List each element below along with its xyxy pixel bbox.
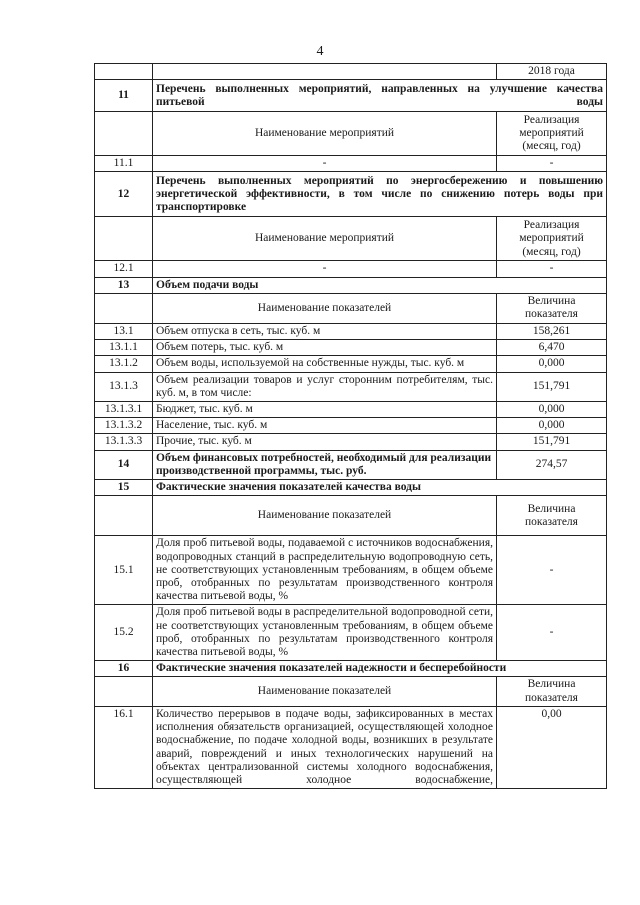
row-number: 16.1 — [95, 706, 153, 788]
section-number: 11 — [95, 80, 153, 112]
row-name: Объем потерь, тыс. куб. м — [153, 340, 497, 356]
section-number: 15 — [95, 480, 153, 496]
table-row — [95, 323, 607, 339]
row-name: Количество перерывов в подаче воды, зафиксированных в местах исполнения обязательств организацией, осуществляющей холодное водоснабжение, по подаче холодной воды, возникших в результате аварий, повреждений и иных технологических нарушений на объектах централизованной системы холодного водоснабжения, осуществляющей холодное водоснабжение, — [153, 706, 497, 788]
row-value: - — [497, 536, 607, 605]
report-table — [94, 63, 607, 789]
table-row — [95, 261, 607, 277]
row-name: - — [153, 156, 497, 172]
row-value: - — [497, 261, 607, 277]
row-value: 274,57 — [497, 450, 607, 479]
row-number: 15.2 — [95, 605, 153, 661]
row-name: Объем воды, используемой на собственные нужды, тыс. куб. м — [153, 356, 497, 372]
section-number: 16 — [95, 661, 153, 677]
row-value: - — [497, 605, 607, 661]
section-title: Фактические значения показателей качества воды — [153, 480, 607, 496]
section-title: Фактические значения показателей надежности и бесперебойности — [153, 661, 607, 677]
year-header: 2018 года — [497, 64, 607, 80]
table-header-row — [95, 64, 607, 80]
section-row — [95, 661, 607, 677]
row-name: - — [153, 261, 497, 277]
row-number: 12.1 — [95, 261, 153, 277]
row-number: 13.1.3 — [95, 372, 153, 401]
table-row — [95, 418, 607, 434]
row-name: Объем отпуска в сеть, тыс. куб. м — [153, 323, 497, 339]
section-row — [95, 450, 607, 479]
table-row — [95, 401, 607, 417]
row-value: 6,470 — [497, 340, 607, 356]
column-header-value: Реализация мероприятий (месяц, год) — [497, 217, 607, 261]
column-header-name: Наименование мероприятий — [153, 217, 497, 261]
column-header-row — [95, 496, 607, 536]
row-name: Бюджет, тыс. куб. м — [153, 401, 497, 417]
row-number: 13.1.3.3 — [95, 434, 153, 450]
section-title: Перечень выполненных мероприятий, направленных на улучшение качества питьевой воды — [153, 80, 607, 112]
column-header-row — [95, 112, 607, 156]
column-header-name: Наименование показателей — [153, 677, 497, 706]
table-row — [95, 536, 607, 605]
column-header-row — [95, 217, 607, 261]
column-header-value: Величина показателя — [497, 293, 607, 323]
section-number: 13 — [95, 277, 153, 293]
row-value: 151,791 — [497, 372, 607, 401]
section-number: 12 — [95, 172, 153, 217]
column-header-value: Величина показателя — [497, 677, 607, 706]
row-number: 13.1.2 — [95, 356, 153, 372]
row-name: Доля проб питьевой воды, подаваемой с источников водоснабжения, водопроводных станций в распределительную водопроводную сеть, не соответствующих установленным требованиям, в общем объеме проб, отобранных по результатам производственного контроля качества питьевой воды, % — [153, 536, 497, 605]
column-header-row — [95, 293, 607, 323]
column-header-value: Реализация мероприятий (месяц, год) — [497, 112, 607, 156]
row-number: 13.1.3.1 — [95, 401, 153, 417]
table-row — [95, 356, 607, 372]
section-row — [95, 480, 607, 496]
table-row — [95, 372, 607, 401]
row-number: 13.1 — [95, 323, 153, 339]
column-header-name: Наименование показателей — [153, 496, 497, 536]
column-header-name: Наименование мероприятий — [153, 112, 497, 156]
row-value: - — [497, 156, 607, 172]
section-row — [95, 172, 607, 217]
row-number: 13.1.1 — [95, 340, 153, 356]
row-number: 15.1 — [95, 536, 153, 605]
row-name: Доля проб питьевой воды в распределительной водопроводной сети, не соответствующих установленным требованиям, в общем объеме проб, отобранных по результатам производственного контроля качества питьевой воды, % — [153, 605, 497, 661]
column-header-name: Наименование показателей — [153, 293, 497, 323]
section-row — [95, 277, 607, 293]
row-name: Объем реализации товаров и услуг сторонним потребителям, тыс. куб. м, в том числе: — [153, 372, 497, 401]
row-value: 151,791 — [497, 434, 607, 450]
table-row — [95, 605, 607, 661]
table-row — [95, 156, 607, 172]
section-title: Перечень выполненных мероприятий по энергосбережению и повышению энергетической эффективности, в том числе по снижению потерь воды при транспортировке — [153, 172, 607, 217]
table-row — [95, 434, 607, 450]
row-value: 0,000 — [497, 356, 607, 372]
row-value: 158,261 — [497, 323, 607, 339]
column-header-value: Величина показателя — [497, 496, 607, 536]
row-name: Население, тыс. куб. м — [153, 418, 497, 434]
section-row — [95, 80, 607, 112]
section-title: Объем финансовых потребностей, необходимый для реализации производственной программы, тыс. руб. — [153, 450, 497, 479]
row-number: 13.1.3.2 — [95, 418, 153, 434]
row-value: 0,000 — [497, 401, 607, 417]
table-row — [95, 706, 607, 788]
row-value: 0,00 — [497, 706, 607, 788]
row-value: 0,000 — [497, 418, 607, 434]
section-number: 14 — [95, 450, 153, 479]
table-row — [95, 340, 607, 356]
column-header-row — [95, 677, 607, 706]
page-number: 4 — [316, 44, 324, 59]
row-number: 11.1 — [95, 156, 153, 172]
section-title: Объем подачи воды — [153, 277, 607, 293]
row-name: Прочие, тыс. куб. м — [153, 434, 497, 450]
